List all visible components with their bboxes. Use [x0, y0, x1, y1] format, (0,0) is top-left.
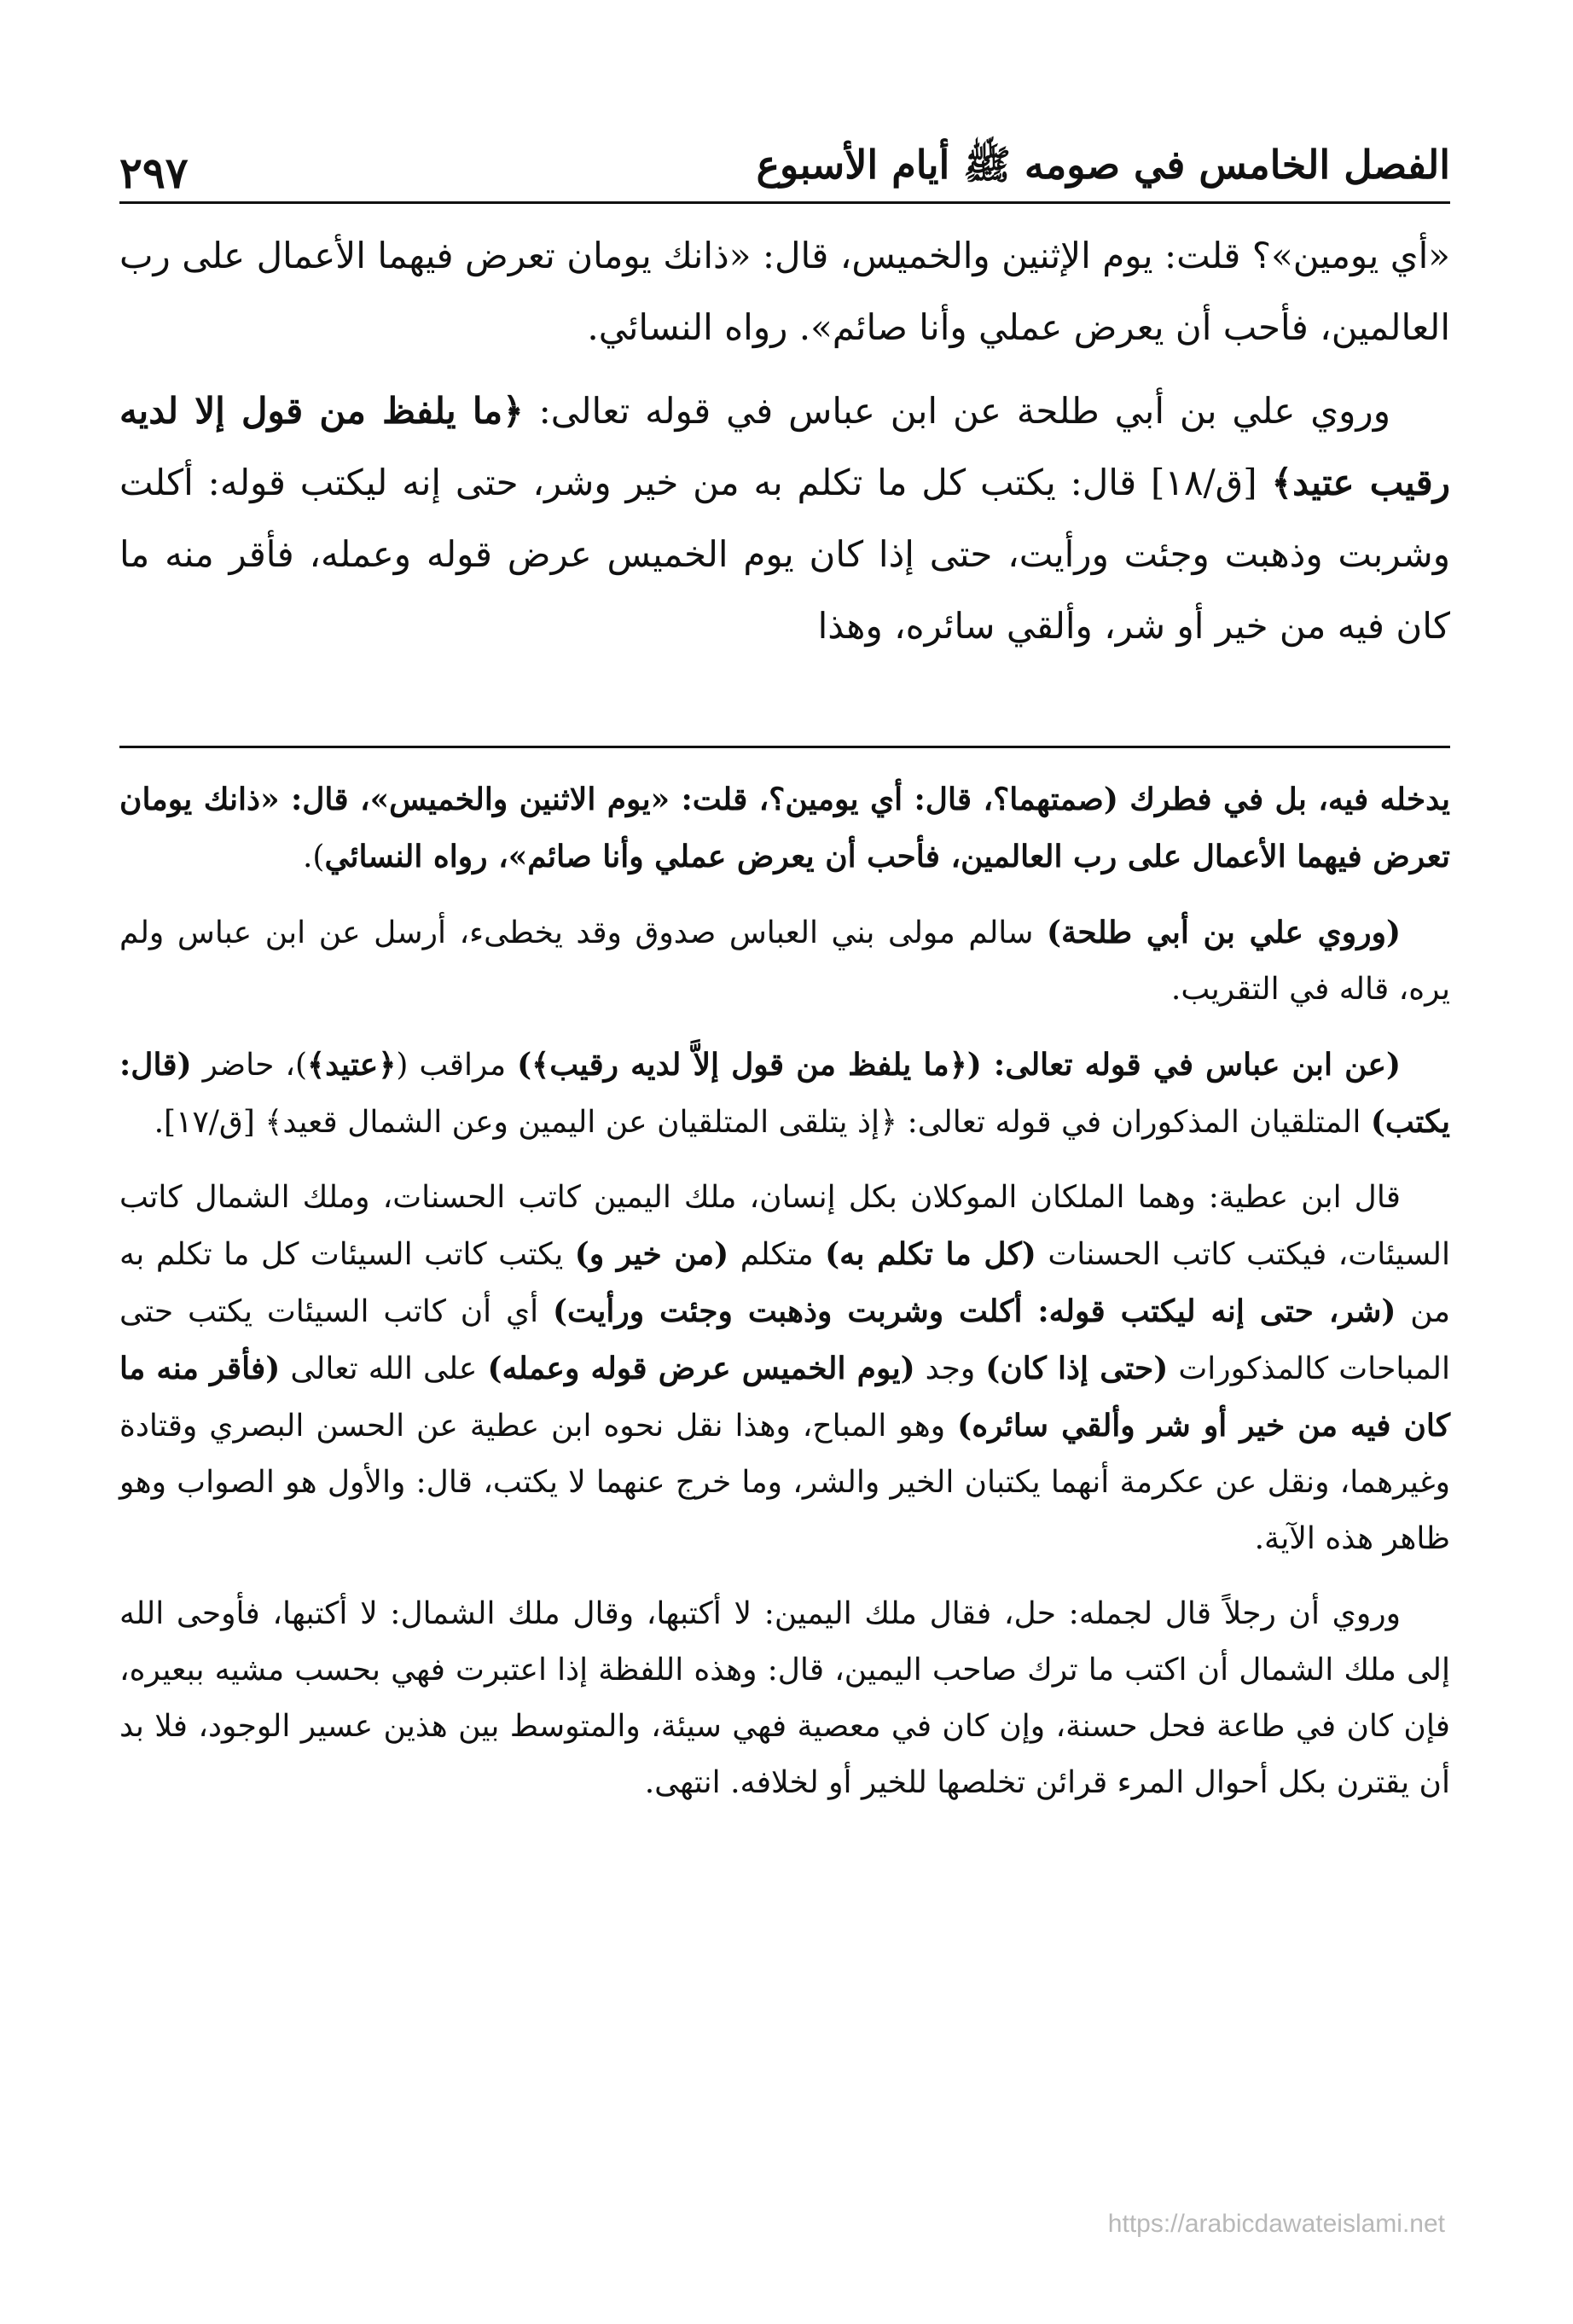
text-run: سالم مولى بني العباس صدوق وقد يخطىء، أرسل عن ابن عباس ولم يره، قاله في التقريب. — [119, 915, 1450, 1007]
commentary-paragraph — [119, 1037, 1450, 1151]
page-header — [119, 121, 1450, 198]
page-number: ٢٩٧ — [119, 148, 189, 198]
bold-run: (وروي علي بن أبي طلحة) — [1047, 915, 1401, 950]
footnote-divider — [119, 746, 1450, 748]
text-run: المتلقيان المذكوران في قوله تعالى: ﴿إذ يتلقى المتلقيان عن اليمين وعن الشمال قعيد﴾ [ق/١٧]. — [154, 1105, 1371, 1140]
text-run: على الله تعالى — [280, 1351, 488, 1386]
bold-run: (كل ما تكلم به) — [825, 1236, 1036, 1272]
bold-run: (فأقر منه ما كان فيه من خير أو شر وألقي سائره) — [119, 1351, 1451, 1444]
text-run: أي أن كاتب السيئات يكتب حتى المباحات كالمذكورات — [119, 1294, 1450, 1386]
text-run: وهو المباح، وهذا نقل نحوه ابن عطية عن الحسن البصري وقتادة وغيرهما، ونقل عن عكرمة أنهما يكتبان الخير والشر، وما خرج عنهما لا يكتب، قال: والأول هو الصواب وهو ظاهر هذه الآية. — [119, 1409, 1450, 1556]
bold-run: (عن ابن عباس في قوله تعالى: (﴿ما يلفظ من قول إلاَّ لديه رقيب﴾) — [517, 1047, 1401, 1083]
text-run: وجد — [914, 1351, 986, 1386]
text-run: )، حاضر — [191, 1048, 308, 1083]
commentary-paragraph: وروي أن رجلاً قال لجمله: حل، فقال ملك اليمين: لا أكتبها، وقال ملك الشمال: لا أكتبها، فأوحى الله إلى ملك الشمال أن اكتب ما ترك صاحب اليمين، قال: وهذه اللفظة إذا اعتبرت فهي بحسب مشيه ببعيره، فإن كان في طاعة فحل حسنة، وإن كان في معصية فهي سيئة، والمتوسط بين هذين عسير الوجود، فلا بد أن يقترن بكل أحوال المرء قرائن تخلصها للخير أو لخلافه. انتهى. — [119, 1596, 1450, 1800]
bold-run: ﴿عتيد﴾ — [307, 1047, 397, 1083]
bold-run: يدخله فيه، بل في فطرك (صمتهما؟، قال: أي يومين؟، قلت: «يوم الاثنين والخميس»، قال: «ذانك يومان تعرض فيهما الأعمال على رب العالمين، فأحب أن يعرض عملي وأنا صائم»، رواه النسائي — [119, 781, 1450, 874]
bold-run: (يوم الخميس عرض قوله وعمله) — [487, 1351, 915, 1386]
bold-run: (من خير و) — [574, 1236, 729, 1272]
text-run: قال ابن عطية: وهما الملكان الموكلان بكل إنسان، ملك اليمين كاتب الحسنات، وملك الشمال كاتب السيئات، فيكتب كاتب الحسنات — [119, 1180, 1450, 1272]
bold-run: (حتى إذا كان) — [985, 1351, 1169, 1386]
text-run: يكتب كاتب السيئات كل ما تكلم به من — [119, 1237, 1450, 1329]
commentary — [119, 771, 1450, 1830]
commentary-paragraph — [119, 771, 1450, 886]
main-paragraph — [119, 375, 1450, 662]
commentary-paragraph — [119, 1170, 1450, 1567]
bold-run: (قال: يكتب) — [119, 1047, 1450, 1140]
bold-run: (شر، حتى إنه ليكتب قوله: أكلت وشربت وذهبت وجئت ورأيت) — [552, 1293, 1396, 1329]
text-run: ). — [302, 840, 325, 874]
quran-verse: ﴿ما يلفظ من قول إلا لديه رقيب عتيد﴾ — [119, 390, 1450, 503]
chapter-title: الفصل الخامس في صومه ﷺ أيام الأسبوع — [756, 142, 1450, 188]
text-run: [ق/١٨] قال: يكتب كل ما تكلم به من خير وشر، حتى إنه ليكتب قوله: أكلت وشربت وذهبت وجئت ورأيت، حتى إذا كان يوم الخميس عرض قوله وعمله، فأقر منه ما كان فيه من خير أو شر، وألقي سائره، وهذا — [119, 462, 1450, 647]
commentary-paragraph — [119, 904, 1450, 1018]
text-run: وروي علي بن أبي طلحة عن ابن عباس في قوله تعالى: — [523, 390, 1390, 432]
text-run: متكلم — [728, 1237, 826, 1272]
main-paragraph: «أي يومين»؟ قلت: يوم الإثنين والخميس، قال: «ذانك يومان تعرض فيهما الأعمال على رب العالمين، فأحب أن يعرض عملي وأنا صائم». رواه النسائي. — [119, 235, 1450, 348]
main-text — [119, 220, 1450, 674]
header-divider — [119, 201, 1450, 204]
text-run: مراقب ( — [396, 1048, 518, 1083]
watermark-url: https://arabicdawateislami.net — [1107, 2210, 1445, 2238]
